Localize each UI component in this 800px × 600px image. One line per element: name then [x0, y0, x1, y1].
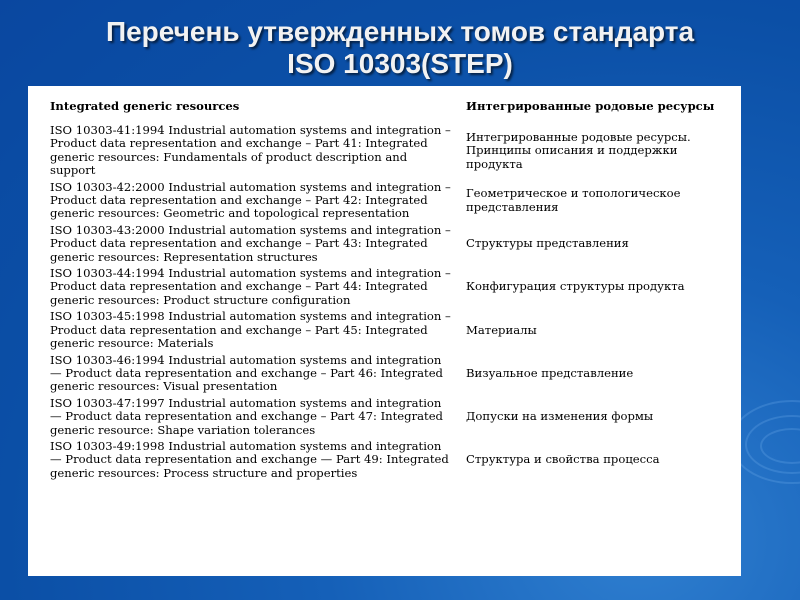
table-row [48, 353, 731, 396]
row-ru: Структуры представления [466, 236, 629, 251]
row-en: ISO 10303-47:1997 Industrial automation systems and integration — Product data representation and exchange – Part 47: Integrated generic resource: Shape variation tolerances [50, 395, 443, 437]
row-ru: Визуальное представление [466, 365, 634, 380]
row-ru: Материалы [466, 322, 537, 337]
row-en: ISO 10303-44:1994 Industrial automation systems and integration – Product data representation and exchange – Part 44: Integrated generic resources: Product structure configuration [50, 266, 451, 307]
row-en: ISO 10303-42:2000 Industrial automation systems and integration – Product data representation and exchange – Part 42: Integrated generic resources: Geometric and topological representation [50, 179, 451, 221]
slide-title-line1: Перечень утвержденных томов стандарта [105, 16, 695, 47]
table-row [48, 439, 731, 482]
table-row [48, 180, 731, 223]
row-en: ISO 10303-46:1994 Industrial automation systems and integration — Product data representation and exchange – Part 46: Integrated generic resources: Visual presentation [50, 352, 443, 394]
row-en: ISO 10303-41:1994 Industrial automation systems and integration – Product data representation and exchange – Part 41: Integrated generic resources: Fundamentals of product description and support [50, 123, 451, 178]
row-ru: Интегрированные родовые ресурсы. Принципы описания и поддержки продукта [466, 129, 691, 171]
table-header-row [48, 92, 731, 123]
slide-title-line2: ISO 10303(STEP) [287, 48, 513, 79]
table-row [48, 309, 731, 352]
row-ru: Допуски на изменения формы [466, 409, 654, 424]
header-en: Integrated generic resources [50, 99, 240, 114]
row-ru: Геометрическое и топологическое представления [466, 186, 681, 214]
row-ru: Структура и свойства процесса [466, 452, 660, 467]
header-ru: Интегрированные родовые ресурсы [466, 99, 715, 114]
table-row [48, 396, 731, 439]
standards-table-panel [28, 86, 741, 576]
standards-table [48, 92, 731, 482]
slide-title [0, 16, 800, 80]
row-en: ISO 10303-43:2000 Industrial automation systems and integration – Product data representation and exchange – Part 43: Integrated generic resources: Representation structures [50, 222, 451, 264]
row-en: ISO 10303-49:1998 Industrial automation systems and integration — Product data representation and exchange — Part 49: Integrated generic resources: Process structure and properties [50, 438, 449, 480]
row-en: ISO 10303-45:1998 Industrial automation systems and integration – Product data representation and exchange – Part 45: Integrated generic resource: Materials [50, 309, 451, 351]
table-row [48, 266, 731, 309]
row-ru: Конфигурация структуры продукта [466, 279, 685, 294]
table-row [48, 223, 731, 266]
table-row [48, 123, 731, 180]
